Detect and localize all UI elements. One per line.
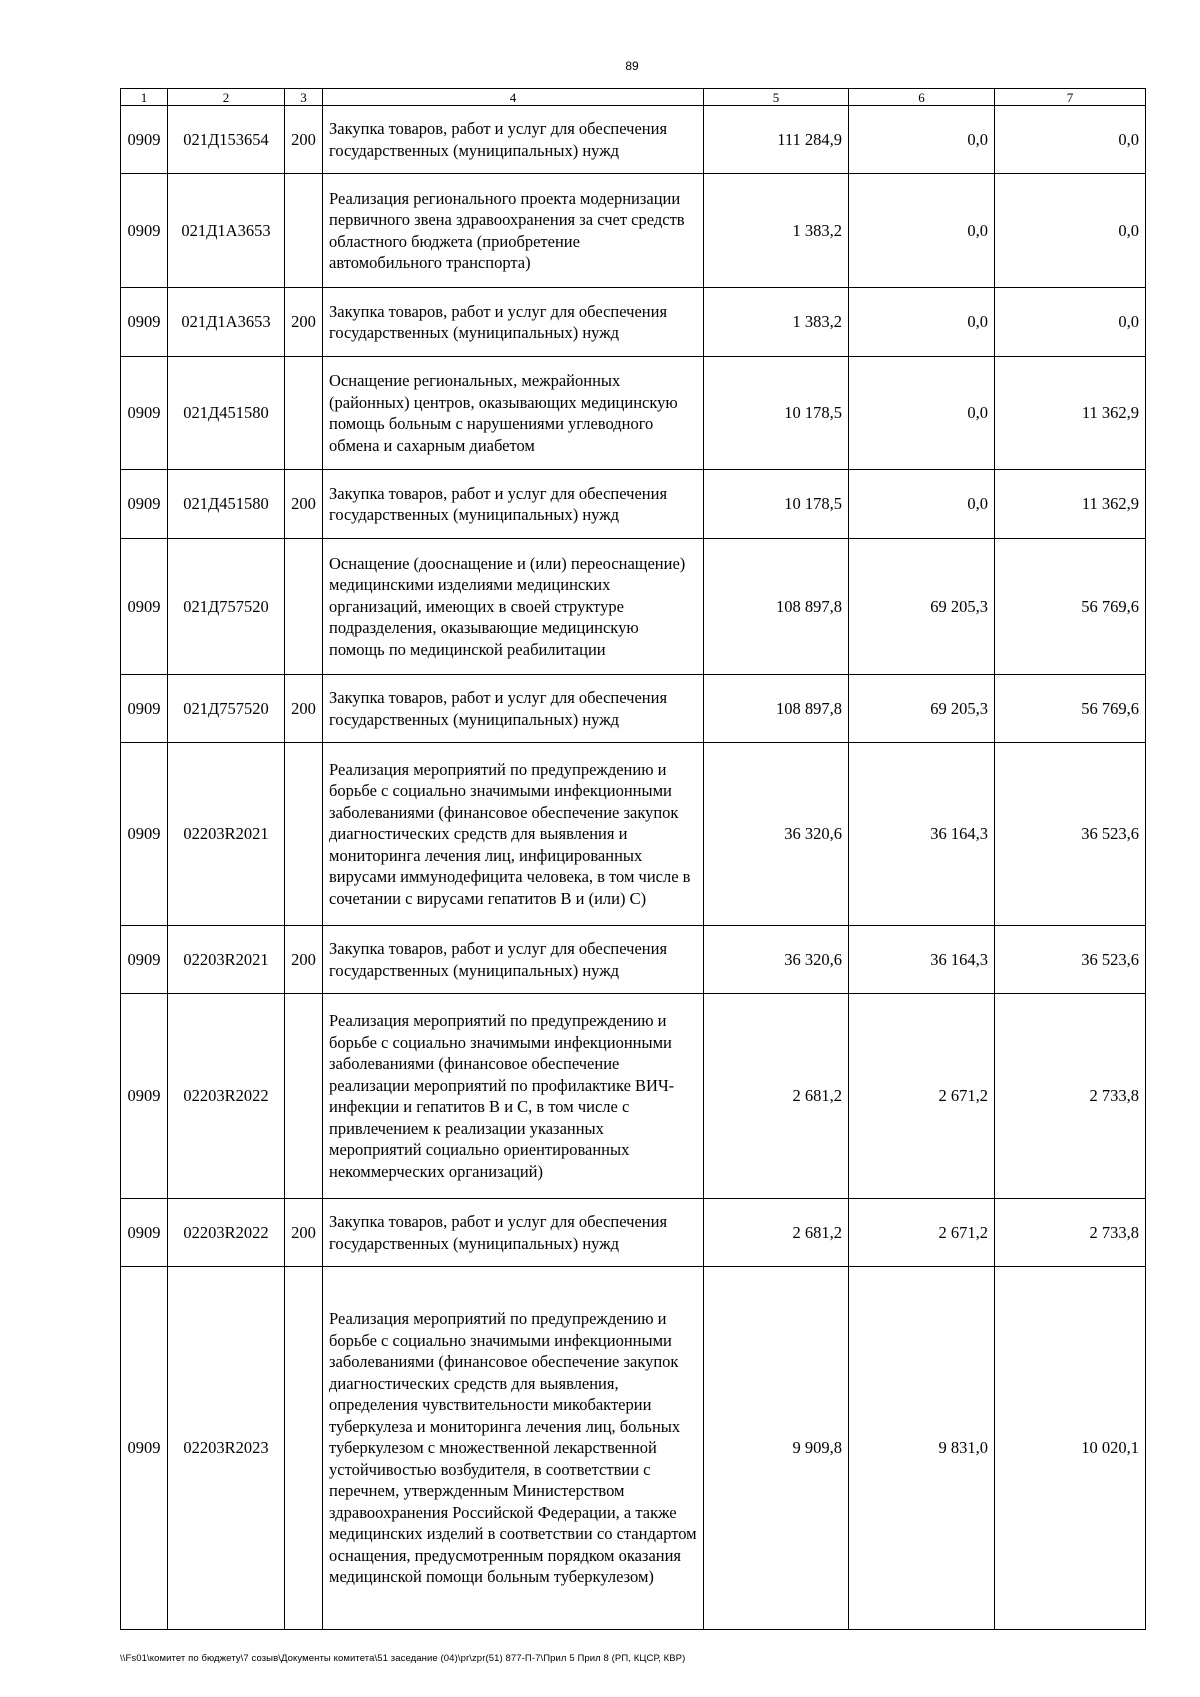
amount-col6-cell: 69 205,3	[849, 539, 995, 675]
expense-type-cell: 200	[285, 675, 323, 743]
budget-table	[120, 88, 1146, 1630]
table-row	[121, 926, 1146, 994]
target-article-cell: 021Д153654	[168, 106, 285, 174]
expense-type-cell	[285, 357, 323, 470]
expense-type-cell	[285, 1267, 323, 1630]
amount-col6-cell: 2 671,2	[849, 994, 995, 1199]
target-article-cell: 021Д1А3653	[168, 174, 285, 288]
amount-col5-cell: 108 897,8	[704, 539, 849, 675]
target-article-cell: 021Д1А3653	[168, 288, 285, 357]
expense-type-cell: 200	[285, 926, 323, 994]
target-article-cell: 021Д451580	[168, 357, 285, 470]
item-name-cell: Закупка товаров, работ и услуг для обеспечения государственных (муниципальных) нужд	[323, 926, 704, 994]
header-cell: 7	[995, 89, 1146, 106]
expense-type-cell	[285, 539, 323, 675]
amount-col7-cell: 11 362,9	[995, 357, 1146, 470]
table-row	[121, 1199, 1146, 1267]
amount-col7-cell: 56 769,6	[995, 539, 1146, 675]
expense-type-cell: 200	[285, 106, 323, 174]
amount-col6-cell: 0,0	[849, 174, 995, 288]
table-row	[121, 357, 1146, 470]
table-row	[121, 675, 1146, 743]
target-article-cell: 02203R2023	[168, 1267, 285, 1630]
target-article-cell: 021Д451580	[168, 470, 285, 539]
section-code-cell: 0909	[121, 994, 168, 1199]
section-code-cell: 0909	[121, 539, 168, 675]
amount-col7-cell: 0,0	[995, 174, 1146, 288]
item-name-cell: Закупка товаров, работ и услуг для обеспечения государственных (муниципальных) нужд	[323, 470, 704, 539]
header-cell: 1	[121, 89, 168, 106]
table-row	[121, 174, 1146, 288]
item-name-cell: Оснащение (дооснащение и (или) переоснащение) медицинскими изделиями медицинских организаций, имеющих в своей структуре подразделения, оказывающие медицинскую помощь по медицинской реабилитации	[323, 539, 704, 675]
amount-col6-cell: 69 205,3	[849, 675, 995, 743]
amount-col5-cell: 2 681,2	[704, 994, 849, 1199]
amount-col5-cell: 108 897,8	[704, 675, 849, 743]
amount-col5-cell: 1 383,2	[704, 174, 849, 288]
header-cell: 2	[168, 89, 285, 106]
section-code-cell: 0909	[121, 743, 168, 926]
target-article-cell: 02203R2022	[168, 1199, 285, 1267]
amount-col6-cell: 0,0	[849, 288, 995, 357]
item-name-cell: Закупка товаров, работ и услуг для обеспечения государственных (муниципальных) нужд	[323, 1199, 704, 1267]
amount-col5-cell: 111 284,9	[704, 106, 849, 174]
amount-col5-cell: 2 681,2	[704, 1199, 849, 1267]
amount-col7-cell: 0,0	[995, 106, 1146, 174]
target-article-cell: 02203R2021	[168, 743, 285, 926]
expense-type-cell: 200	[285, 470, 323, 539]
target-article-cell: 021Д757520	[168, 539, 285, 675]
amount-col6-cell: 0,0	[849, 357, 995, 470]
expense-type-cell: 200	[285, 288, 323, 357]
amount-col6-cell: 2 671,2	[849, 1199, 995, 1267]
amount-col7-cell: 11 362,9	[995, 470, 1146, 539]
amount-col5-cell: 10 178,5	[704, 357, 849, 470]
item-name-cell: Закупка товаров, работ и услуг для обеспечения государственных (муниципальных) нужд	[323, 106, 704, 174]
header-cell: 5	[704, 89, 849, 106]
item-name-cell: Реализация мероприятий по предупреждению и борьбе с социально значимыми инфекционными заболеваниями (финансовое обеспечение закупок диагностических средств для выявления и мониторинга лечения лиц, инфицированных вирусами иммунодефицита человека, в том числе в сочетании с вирусами гепатитов B и (или) C)	[323, 743, 704, 926]
section-code-cell: 0909	[121, 675, 168, 743]
table-row	[121, 743, 1146, 926]
table-row	[121, 994, 1146, 1199]
item-name-cell: Реализация мероприятий по предупреждению и борьбе с социально значимыми инфекционными заболеваниями (финансовое обеспечение закупок диагностических средств для выявления, определения чувствительности микобактерии туберкулеза и мониторинга лечения лиц, больных туберкулезом с множественной лекарственной устойчивостью возбудителя, в соответствии с перечнем, утвержденным Министерством здравоохранения Российской Федерации, а также медицинских изделий в соответствии со стандартом оснащения, предусмотренным порядком оказания медицинской помощи больным туберкулезом)	[323, 1267, 704, 1630]
section-code-cell: 0909	[121, 174, 168, 288]
section-code-cell: 0909	[121, 357, 168, 470]
header-row	[121, 89, 1146, 106]
table-row	[121, 470, 1146, 539]
expense-type-cell	[285, 174, 323, 288]
item-name-cell: Закупка товаров, работ и услуг для обеспечения государственных (муниципальных) нужд	[323, 675, 704, 743]
page-number: 89	[625, 59, 639, 73]
expense-type-cell	[285, 994, 323, 1199]
amount-col6-cell: 36 164,3	[849, 926, 995, 994]
amount-col5-cell: 9 909,8	[704, 1267, 849, 1630]
expense-type-cell: 200	[285, 1199, 323, 1267]
amount-col7-cell: 36 523,6	[995, 743, 1146, 926]
amount-col7-cell: 2 733,8	[995, 994, 1146, 1199]
item-name-cell: Оснащение региональных, межрайонных (районных) центров, оказывающих медицинскую помощь больным с нарушениями углеводного обмена и сахарным диабетом	[323, 357, 704, 470]
header-cell: 6	[849, 89, 995, 106]
table-row	[121, 539, 1146, 675]
target-article-cell: 021Д757520	[168, 675, 285, 743]
target-article-cell: 02203R2021	[168, 926, 285, 994]
item-name-cell: Закупка товаров, работ и услуг для обеспечения государственных (муниципальных) нужд	[323, 288, 704, 357]
header-cell: 4	[323, 89, 704, 106]
amount-col7-cell: 56 769,6	[995, 675, 1146, 743]
amount-col6-cell: 0,0	[849, 106, 995, 174]
amount-col7-cell: 0,0	[995, 288, 1146, 357]
item-name-cell: Реализация регионального проекта модернизации первичного звена здравоохранения за счет средств областного бюджета (приобретение автомобильного транспорта)	[323, 174, 704, 288]
amount-col6-cell: 36 164,3	[849, 743, 995, 926]
expense-type-cell	[285, 743, 323, 926]
amount-col7-cell: 36 523,6	[995, 926, 1146, 994]
section-code-cell: 0909	[121, 288, 168, 357]
table-row	[121, 106, 1146, 174]
amount-col6-cell: 9 831,0	[849, 1267, 995, 1630]
amount-col6-cell: 0,0	[849, 470, 995, 539]
amount-col5-cell: 10 178,5	[704, 470, 849, 539]
amount-col7-cell: 10 020,1	[995, 1267, 1146, 1630]
table-row	[121, 1267, 1146, 1630]
footer-file-path: \\Fs01\комитет по бюджету\7 созыв\Документы комитета\51 заседание (04)\pr\zpr(51) 877-П-7\Прил 5 Прил 8 (РП, КЦСР, КВР)	[120, 1653, 686, 1664]
section-code-cell: 0909	[121, 1199, 168, 1267]
amount-col5-cell: 1 383,2	[704, 288, 849, 357]
section-code-cell: 0909	[121, 926, 168, 994]
amount-col5-cell: 36 320,6	[704, 926, 849, 994]
item-name-cell: Реализация мероприятий по предупреждению и борьбе с социально значимыми инфекционными заболеваниями (финансовое обеспечение реализации мероприятий по профилактике ВИЧ-инфекции и гепатитов B и C, в том числе с привлечением к реализации указанных мероприятий социально ориентированных некоммерческих организаций)	[323, 994, 704, 1199]
target-article-cell: 02203R2022	[168, 994, 285, 1199]
section-code-cell: 0909	[121, 470, 168, 539]
amount-col5-cell: 36 320,6	[704, 743, 849, 926]
table-row	[121, 288, 1146, 357]
header-cell: 3	[285, 89, 323, 106]
section-code-cell: 0909	[121, 106, 168, 174]
section-code-cell: 0909	[121, 1267, 168, 1630]
amount-col7-cell: 2 733,8	[995, 1199, 1146, 1267]
